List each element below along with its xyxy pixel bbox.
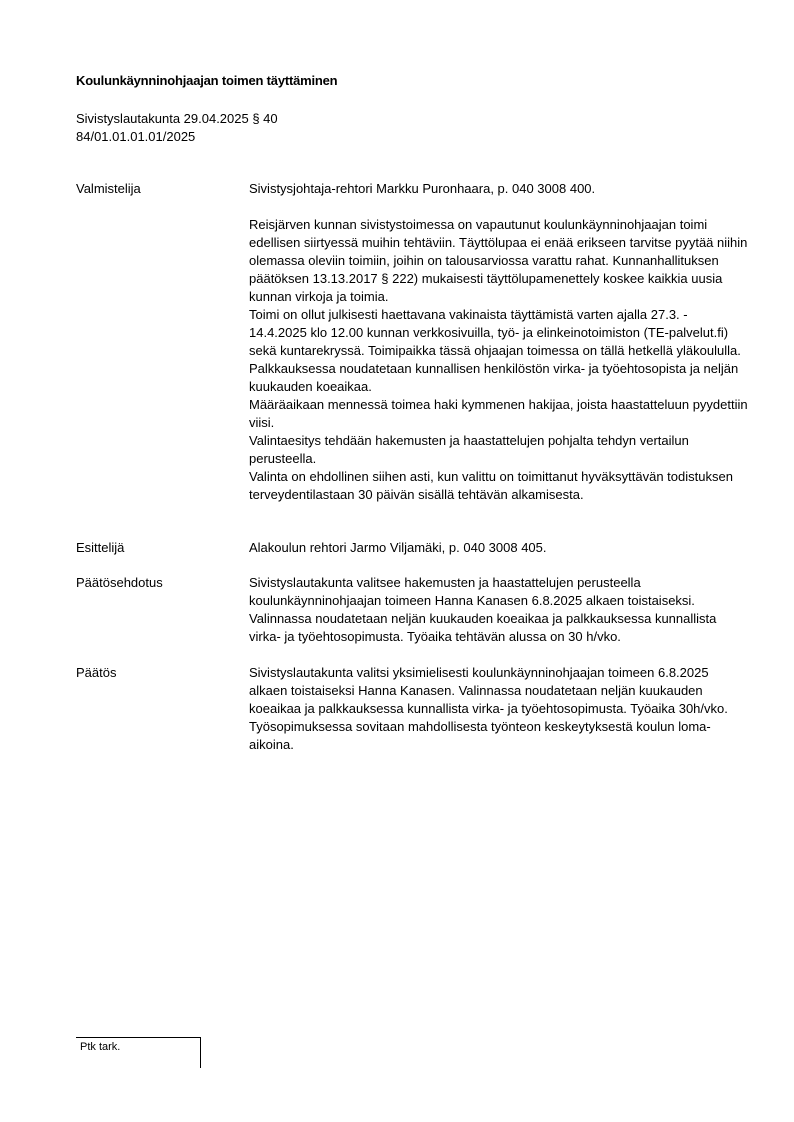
preparer-line: Sivistysjohtaja-rehtori Markku Puronhaara, p. 040 3008 400.	[249, 181, 596, 196]
body-paragraph: Toimi on ollut julkisesti haettavana vakinaista täyttämistä varten ajalla 27.3. - 14.4.2025 klo 12.00 kunnan verkkosivuilla, työ- ja elinkeinotoimiston (TE-palvelut.fi) sekä kuntarekryssä. Toimipaikka tässä ohjaajan toimessa on tällä hetkellä yläkoululla.	[249, 307, 741, 358]
meeting-reference: Sivistyslautakunta 29.04.2025 § 40	[76, 111, 278, 126]
body-paragraph: Reisjärven kunnan sivistystoimessa on vapautunut koulunkäynninohjaajan toimi edellisen siirtyessä muihin tehtäviin. Täyttölupaa ei enää erikseen tarvitse pyytää niihin olemassa oleviin toimiin, joihin on talousarviossa varattu rahat. Kunnanhallituksen päätöksen 13.13.2017 § 222) mukaisesti täyttölupamenettely koskee kaikkia uusia kunnan virkoja ja toimia.	[249, 217, 748, 304]
minutes-check-label: Ptk tark.	[80, 1041, 121, 1053]
section-label-valmistelija: Valmistelija	[76, 181, 141, 196]
proposal-text: Sivistyslautakunta valitsee hakemusten ja haastattelujen perusteella koulunkäynninohjaajan toimeen Hanna Kanasen 6.8.2025 alkaen toistaiseksi. Valinnassa noudatetaan neljän kuukauden koeaikaa ja palkkauksessa kunnallista virka- ja työehtosopimusta. Työaika tehtävän alussa on 30 h/vko.	[249, 575, 717, 644]
section-label-paatos: Päätös	[76, 665, 117, 680]
body-paragraph: Valintaesitys tehdään hakemusten ja haastattelujen pohjalta tehdyn vertailun perusteella.	[249, 433, 689, 466]
body-paragraph: Määräaikaan mennessä toimea haki kymmenen hakijaa, joista haastatteluun pyydettiin viisi.	[249, 397, 748, 430]
record-number: 84/01.01.01.01/2025	[76, 129, 196, 144]
section-label-paatosehdotus: Päätösehdotus	[76, 575, 163, 590]
section-content-esittelija	[249, 539, 749, 557]
decision-text: Sivistyslautakunta valitsi yksimielisesti koulunkäynninohjaajan toimeen 6.8.2025 alkaen toistaiseksi Hanna Kanasen. Valinnassa noudatetaan neljän kuukauden koeaikaa ja palkkauksessa kunnallista virka- ja työehtosopimusta. Työaika 30h/vko. Työsopimuksessa sovitaan mahdollisesta työnteon keskeytyksestä koulun loma-aikoina.	[249, 665, 728, 752]
section-content-valmistelija	[249, 180, 749, 504]
meeting-info	[76, 110, 278, 146]
body-paragraph: Palkkauksessa noudatetaan kunnallisen henkilöstön virka- ja työehtosopista ja neljän kuukauden koeaikaa.	[249, 361, 739, 394]
presenter-line: Alakoulun rehtori Jarmo Viljamäki, p. 040 3008 405.	[249, 540, 547, 555]
minutes-check-box	[76, 1037, 201, 1068]
body-paragraph: Valinta on ehdollinen siihen asti, kun valittu on toimittanut hyväksyttävän todistuksen terveydentilastaan 30 päivän sisällä tehtävän alkamisesta.	[249, 469, 733, 502]
section-label-esittelija: Esittelijä	[76, 540, 125, 555]
section-content-paatosehdotus	[249, 574, 749, 646]
document-title: Koulunkäynninohjaajan toimen täyttäminen	[76, 73, 338, 88]
section-content-paatos	[249, 664, 749, 754]
